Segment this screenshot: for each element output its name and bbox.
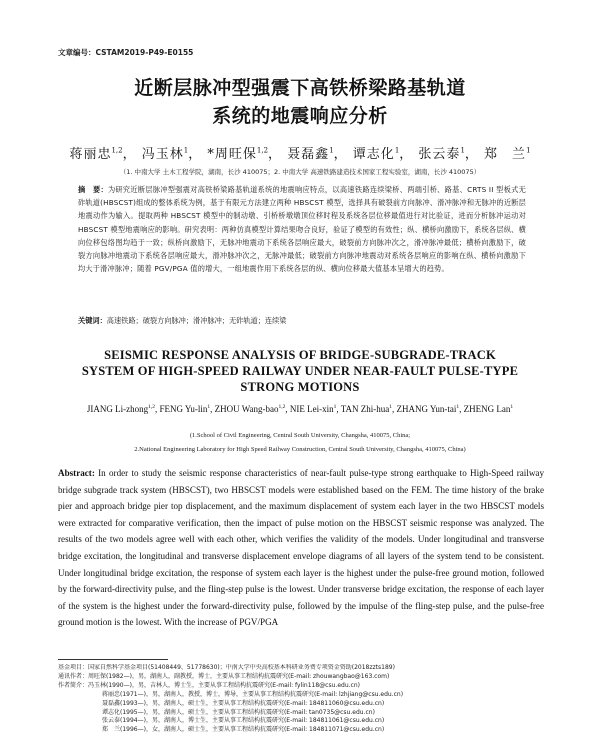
footnote-line: 通讯作者：周旺保(1982—)，男，湖南人，副教授，博士，主要从事工程结构抗震研究(E-mail: zhouwangbao@163.com) — [58, 672, 390, 680]
chinese-title-line-1: 近断层脉冲型强震下高铁桥梁路基轨道 — [134, 77, 466, 99]
author: NIE Lei-xin$^1$ — [289, 404, 337, 414]
author: 郑 兰$^1$ — [484, 146, 531, 162]
author: 冯玉林$^1$ — [141, 146, 189, 162]
chinese-keywords-label: 关键词： — [78, 316, 107, 325]
chinese-keywords — [78, 316, 526, 326]
footnote-line: 蒋丽忠(1971—)，男，湖南人，教授，博士，博导，主要从事工程结构抗震研究(E-mail: lzhjiang@csu.edu.cn) — [102, 690, 404, 698]
english-title-line-2: SYSTEM OF HIGH-SPEED RAILWAY UNDER NEAR-FAULT PULSE-TYPE — [81, 364, 519, 378]
footnotes — [58, 664, 548, 735]
footnote-line: 郑 兰(1996—)，女，湖南人，硕士生，主要从事工程结构抗震研究(E-mail: 184811071@csu.edu.cn) — [102, 726, 385, 734]
footnote-line: 基金项目：国家自然科学基金项目(51408449、51778630)；中南大学中央高校基本科研业务费专项资金资助(2018zzts189) — [58, 664, 395, 671]
chinese-abstract-label: 摘 要： — [78, 185, 108, 194]
author: 谭志化$^1$ — [352, 146, 400, 162]
footnote-divider — [58, 659, 168, 660]
author: ZHENG Lan$^1$ — [463, 404, 514, 414]
chinese-abstract — [78, 183, 526, 275]
author: ZHANG Yun-tai$^1$ — [396, 404, 460, 414]
author: ZHOU Wang-bao$^{1,2}$ — [214, 404, 286, 414]
footnote-line: 谭志化(1995—)，男，湖南人，硕士生，主要从事工程结构抗震研究(E-mail: tan0735@csu.edu.cn) — [102, 708, 375, 716]
article-number: 文章编号：CSTAM2019-P49-E0155 — [58, 48, 194, 57]
author: 张云泰$^1$ — [418, 146, 465, 162]
english-affiliation-line-1: (1.School of Civil Engineering, Central South University, Changsha, 410075, China; — [189, 432, 411, 439]
english-title-line-1: SEISMIC RESPONSE ANALYSIS OF BRIDGE-SUBGRADE-TRACK — [104, 348, 496, 362]
author: FENG Yu-lin$^1$ — [159, 404, 211, 414]
footnote-line: 张云泰(1994—)，男，湖南人，博士生，主要从事工程结构抗震研究(E-mail: 184811061@csu.edu.cn) — [102, 717, 385, 725]
english-abstract-text: In order to study the seismic response characteristics of near-fault pulse-type strong earthquake to High-Speed railway bridge subgrade track system (HBSCST), two HBSCST models were established based on the FEM. The time history of the brake pier and approach bridge pier top displacement, and the maximum displacement of system each layer in the two HBSCST models were extracted for comparative verification, then the impact of pulse motion on the HBSCST seismic response was analyzed. The results of the two models agree well with each other, which verifies the validity of the models. Under longitudinal and transverse bridge excitation, the longitudinal and transverse displacement envelope diagrams of all layers of the system tend to be consistent. Under longitudinal bridge excitation, the response of system each layer is the highest under the pulse-free ground motion, followed by the forward-directivity pulse, and the fling-step pulse is the lowest. Under transverse bridge excitation, the response of each layer of the system is the highest under the forward-directivity pulse, followed by the impulse of the fling-step pulse, and the pulse-free ground motion is the lowest. With the increase of PGV/PGA — [58, 468, 544, 628]
english-abstract — [58, 465, 544, 631]
chinese-authors: 蒋丽忠$^{1,2}$， 冯玉林$^1$， *周旺保$^{1,2}$， 聂磊鑫$^1$， 谭志化$^1$， 张云泰$^1$， 郑 兰$^1$ — [69, 146, 531, 162]
author: 蒋丽忠$^{1,2}$ — [69, 146, 123, 162]
author: TAN Zhi-hua$^1$ — [340, 404, 392, 414]
footnote-line: 聂磊鑫(1993—)，男，湖南人，硕士生，主要从事工程结构抗震研究(E-mail: 184811060@csu.edu.cn) — [102, 699, 385, 707]
chinese-keywords-text: 高速铁路；破裂方向脉冲；滑冲脉冲；无砟轨道；连续梁 — [106, 316, 287, 325]
author: 聂磊鑫$^1$ — [287, 146, 334, 162]
english-affiliation-line-2: 2.National Engineering Laboratory for High Speed Railway Construction, Central South University, Changsha, 410075, China) — [134, 446, 466, 453]
english-abstract-label: Abstract: — [58, 468, 95, 478]
chinese-title-line-2: 系统的地震响应分析 — [212, 105, 388, 127]
author: *周旺保$^{1,2}$ — [207, 146, 269, 162]
chinese-affiliation: （1. 中南大学 土木工程学院，湖南，长沙 410075；2. 中南大学 高速铁路建造技术国家工程实验室，湖南，长沙 410075） — [119, 168, 481, 176]
author: JIANG Li-zhong$^{1,2}$ — [86, 404, 155, 414]
english-authors: JIANG Li-zhong$^{1,2}$, FENG Yu-lin$^1$, ZHOU Wang-bao$^{1,2}$, NIE Lei-xin$^1$, TAN Zhi-hua$^1$, ZHANG Yun-tai$^1$, ZHENG Lan$^1$ — [86, 404, 514, 414]
english-title-line-3: STRONG MOTIONS — [240, 380, 360, 394]
chinese-abstract-text: 为研究近断层脉冲型强震对高铁桥梁路基轨道系统的地震响应特点，以高速铁路连续梁桥、两端引桥、路基、CRTS II 型板式无砟轨道(HBSCST)组成的整体系统为例，基于有限元方法建立两种 HBSCST 模型，选择具有破裂前方向脉冲、滑冲脉冲和无脉冲的近断层地震动作为输入。提取两种 HBSCST 模型中的制动墩、引桥桥墩墩顶位移时程及系统各层位移最值进行对比验证，进而分析脉冲运动对 HBSCST 模型地震响应的影响。研究表明：两种仿真模型计算结果吻合良好，验证了模型的有效性；纵、横桥向激励下，系统各层纵、横向位移包络图均趋于一致；纵桥向激励下，无脉冲地震动下系统各层响应最大，破裂前方向脉冲次之，滑冲脉冲最低；横桥向激励下，破裂方向脉冲地震动下系统各层响应最大，滑冲脉冲次之，无脉冲最低；破裂前方向脉冲地震动对系统各层响应的影响在纵、横桥向激励下均大于滑冲脉冲；随着 PGV/PGA 值的增大，一组地震作用下系统各层的纵、横向位移最大值基本呈增大的趋势。 — [78, 185, 526, 274]
footnote-line: 作者简介：冯玉林(1990—)，男，吉林人，博士生，主要从事工程结构抗震研究(E-mail: fylin118@csu.edu.cn) — [58, 681, 360, 689]
